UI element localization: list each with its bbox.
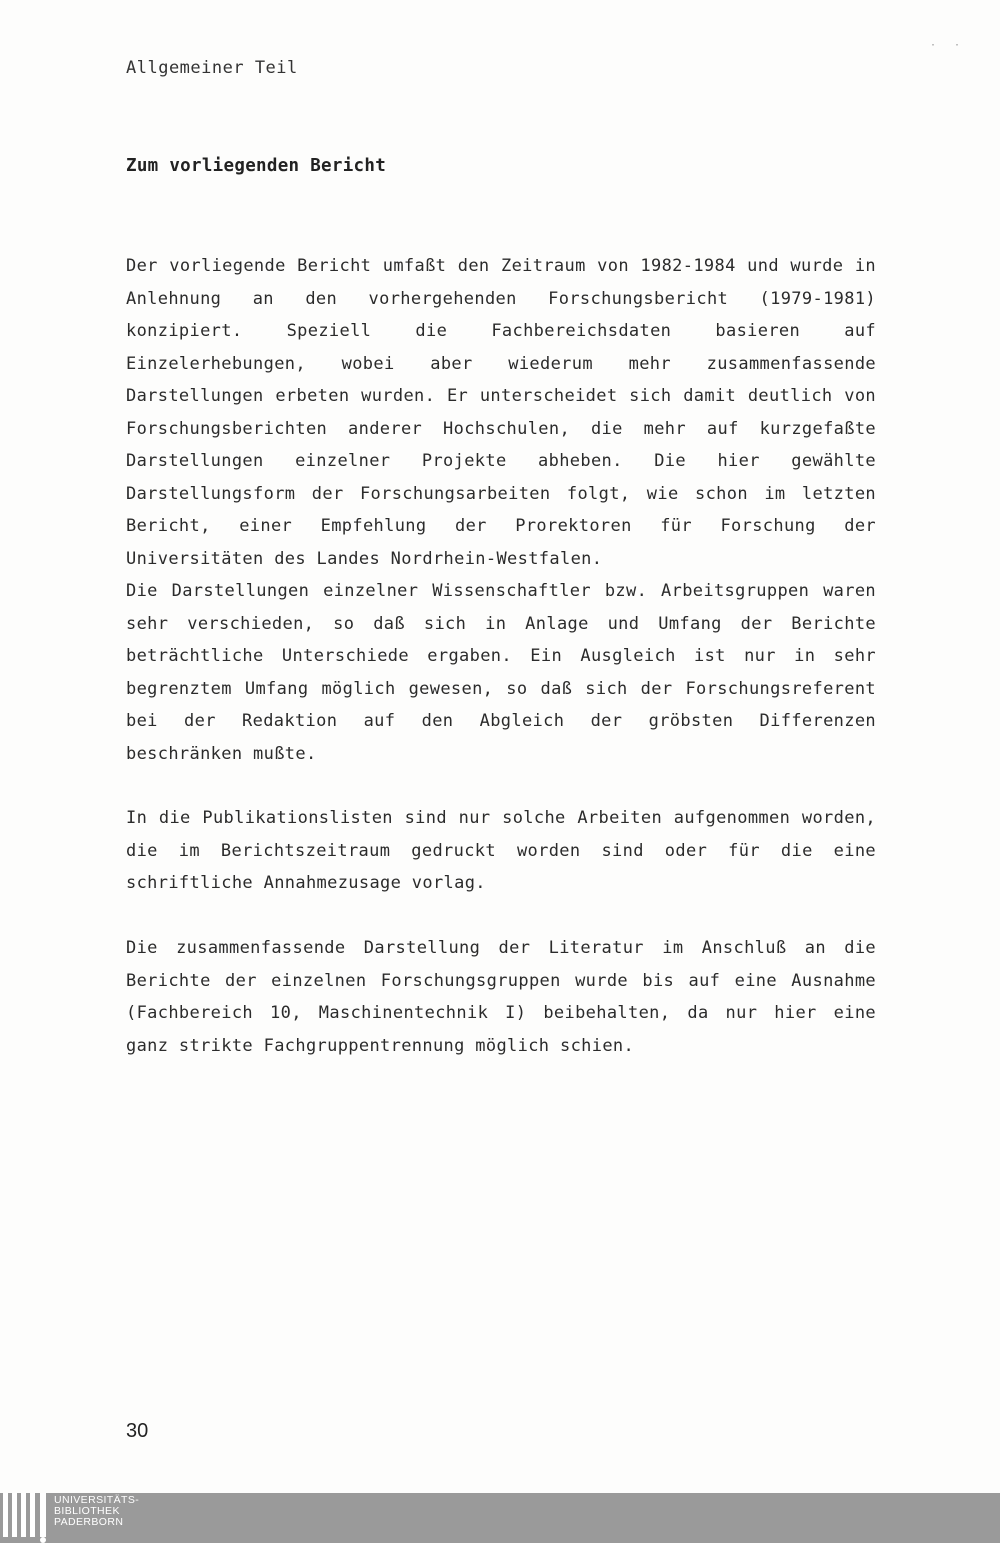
logo-bar <box>21 1493 26 1537</box>
section-title: Zum vorliegenden Bericht <box>126 156 387 176</box>
paragraph-4: Die zusammenfassende Darstellung der Literatur im Anschluß an die Berichte der einzelnen Forschungsgruppen wurde bis auf eine Ausnahme (Fachbereich 10, Maschinentechnik I) beibehalten, da nur hier eine ganz strikte Fachgruppentrennung möglich schien. <box>126 938 876 1056</box>
page-number: 30 <box>126 1420 149 1442</box>
library-footer-bar <box>0 1493 1000 1543</box>
paragraph-3: In die Publikationslisten sind nur solche Arbeiten aufgenommen worden, die im Berichtszeitraum gedruckt worden sind oder für die eine schriftliche Annahmezusage vorlag. <box>126 808 876 893</box>
logo-bar <box>12 1493 17 1537</box>
logo-line-2: BIBLIOTHEK <box>54 1505 120 1517</box>
logo-line-1: UNIVERSITÄTS- <box>54 1494 140 1506</box>
logo-bar <box>3 1493 8 1537</box>
logo-bar <box>40 1493 46 1537</box>
logo-bar <box>30 1493 35 1537</box>
library-logo-icon <box>3 1493 49 1543</box>
scan-corner-marks: · · <box>930 40 967 51</box>
paragraph-1: Der vorliegende Bericht umfaßt den Zeitraum von 1982-1984 und wurde in Anlehnung an den vorhergehenden Forschungsbericht (1979-1981) konzipiert. Speziell die Fachbereichsdaten basieren auf Einzelerhebungen, wobei aber wiederum mehr zusammenfassende Darstellungen erbeten wurden. Er unterscheidet sich damit deutlich von Forschungsberichten anderer Hochschulen, die mehr auf kurzgefaßte Darstellungen einzelner Projekte abheben. Die hier gewählte Darstellungsform der Forschungsarbeiten folgt, wie schon im letzten Bericht, einer Empfehlung der Prorektoren für Forschung der Universitäten des Landes Nordrhein-Westfalen. <box>126 256 876 569</box>
running-head: Allgemeiner Teil <box>126 58 298 78</box>
library-logo-text <box>54 1495 139 1528</box>
logo-dot <box>40 1537 46 1543</box>
logo-line-3: PADERBORN <box>54 1516 124 1528</box>
paragraph-2: Die Darstellungen einzelner Wissenschaftler bzw. Arbeitsgruppen waren sehr verschieden, so daß sich in Anlage und Umfang der Berichte beträchtliche Unterschiede ergaben. Ein Ausgleich ist nur in sehr begrenztem Umfang möglich gewesen, so daß sich der Forschungsreferent bei der Redaktion auf den Abgleich der gröbsten Differenzen beschränken mußte. <box>126 581 876 764</box>
